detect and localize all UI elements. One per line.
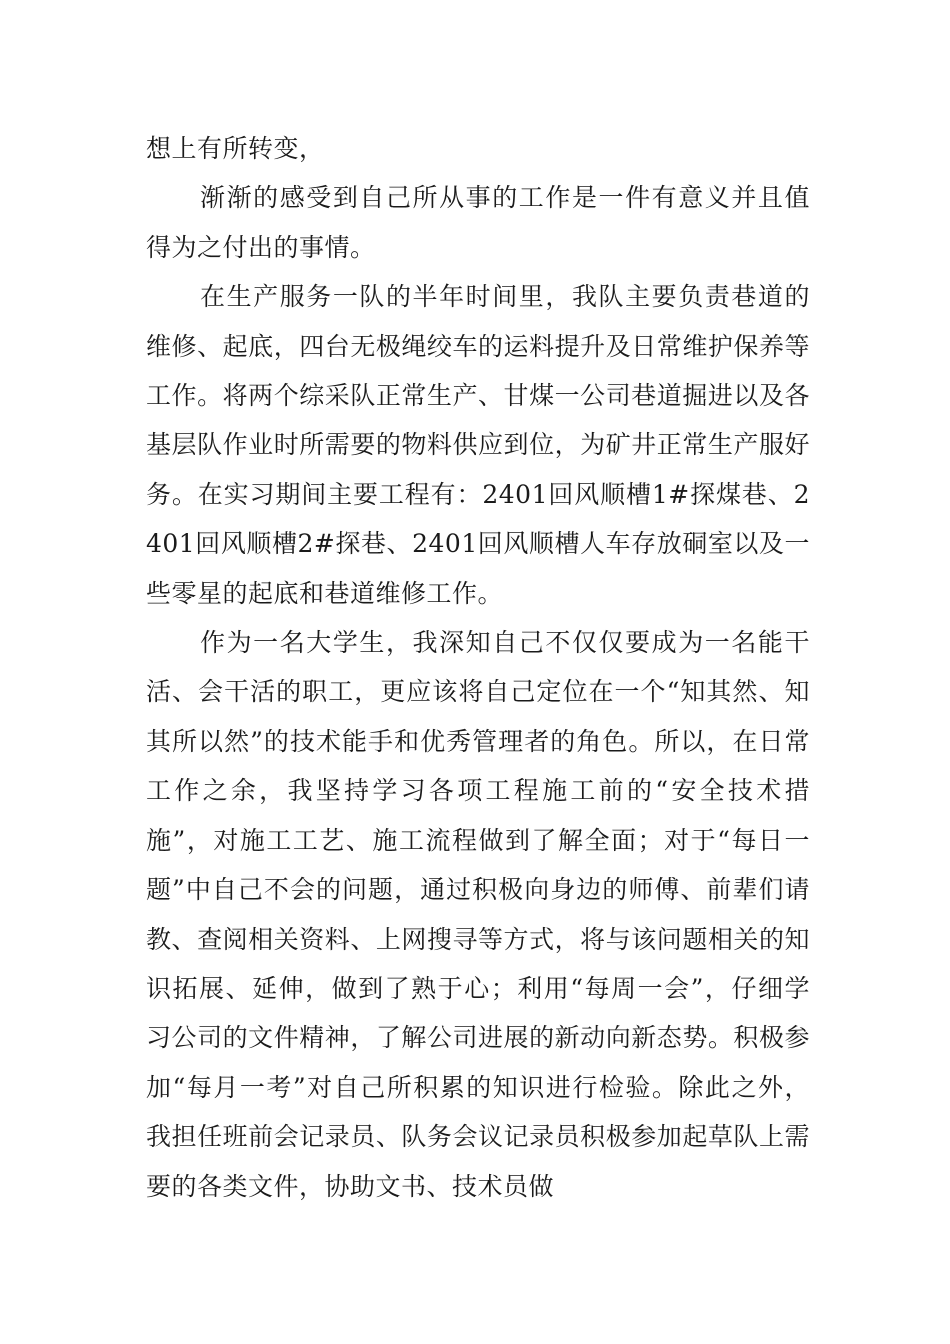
document-body xyxy=(146,124,810,1211)
paragraph-continuation: 想上有所转变， xyxy=(146,134,325,163)
paragraph-work-meaning: 渐渐的感受到自己所从事的工作是一件有意义并且值得为之付出的事情。 xyxy=(146,183,810,262)
paragraph-team-duties: 在生产服务一队的半年时间里，我队主要负责巷道的维修、起底，四台无极绳绞车的运料提升及日常维护保养等工作。将两个综采队正常生产、甘煤一公司巷道掘进以及各基层队作业时所需要的物料供应到位，为矿井正常生产服好务。在实习期间主要工程有：2401回风顺槽1#探煤巷、2401回风顺槽2#探巷、2401回风顺槽人车存放硐室以及一些零星的起底和巷道维修工作。 xyxy=(146,282,810,608)
paragraph-self-study: 作为一名大学生，我深知自己不仅仅要成为一名能干活、会干活的职工，更应该将自己定位在一个“知其然、知其所以然”的技术能手和优秀管理者的角色。所以，在日常工作之余，我坚持学习各项工程施工前的“安全技术措施”，对施工工艺、施工流程做到了解全面；对于“每日一题”中自己不会的问题，通过积极向身边的师傅、前辈们请教、查阅相关资料、上网搜寻等方式，将与该问题相关的知识拓展、延伸，做到了熟于心；利用“每周一会”，仔细学习公司的文件精神，了解公司进展的新动向新态势。积极参加“每月一考”对自己所积累的知识进行检验。除此之外，我担任班前会记录员、队务会议记录员积极参加起草队上需要的各类文件，协助文书、技术员做 xyxy=(146,628,810,1201)
